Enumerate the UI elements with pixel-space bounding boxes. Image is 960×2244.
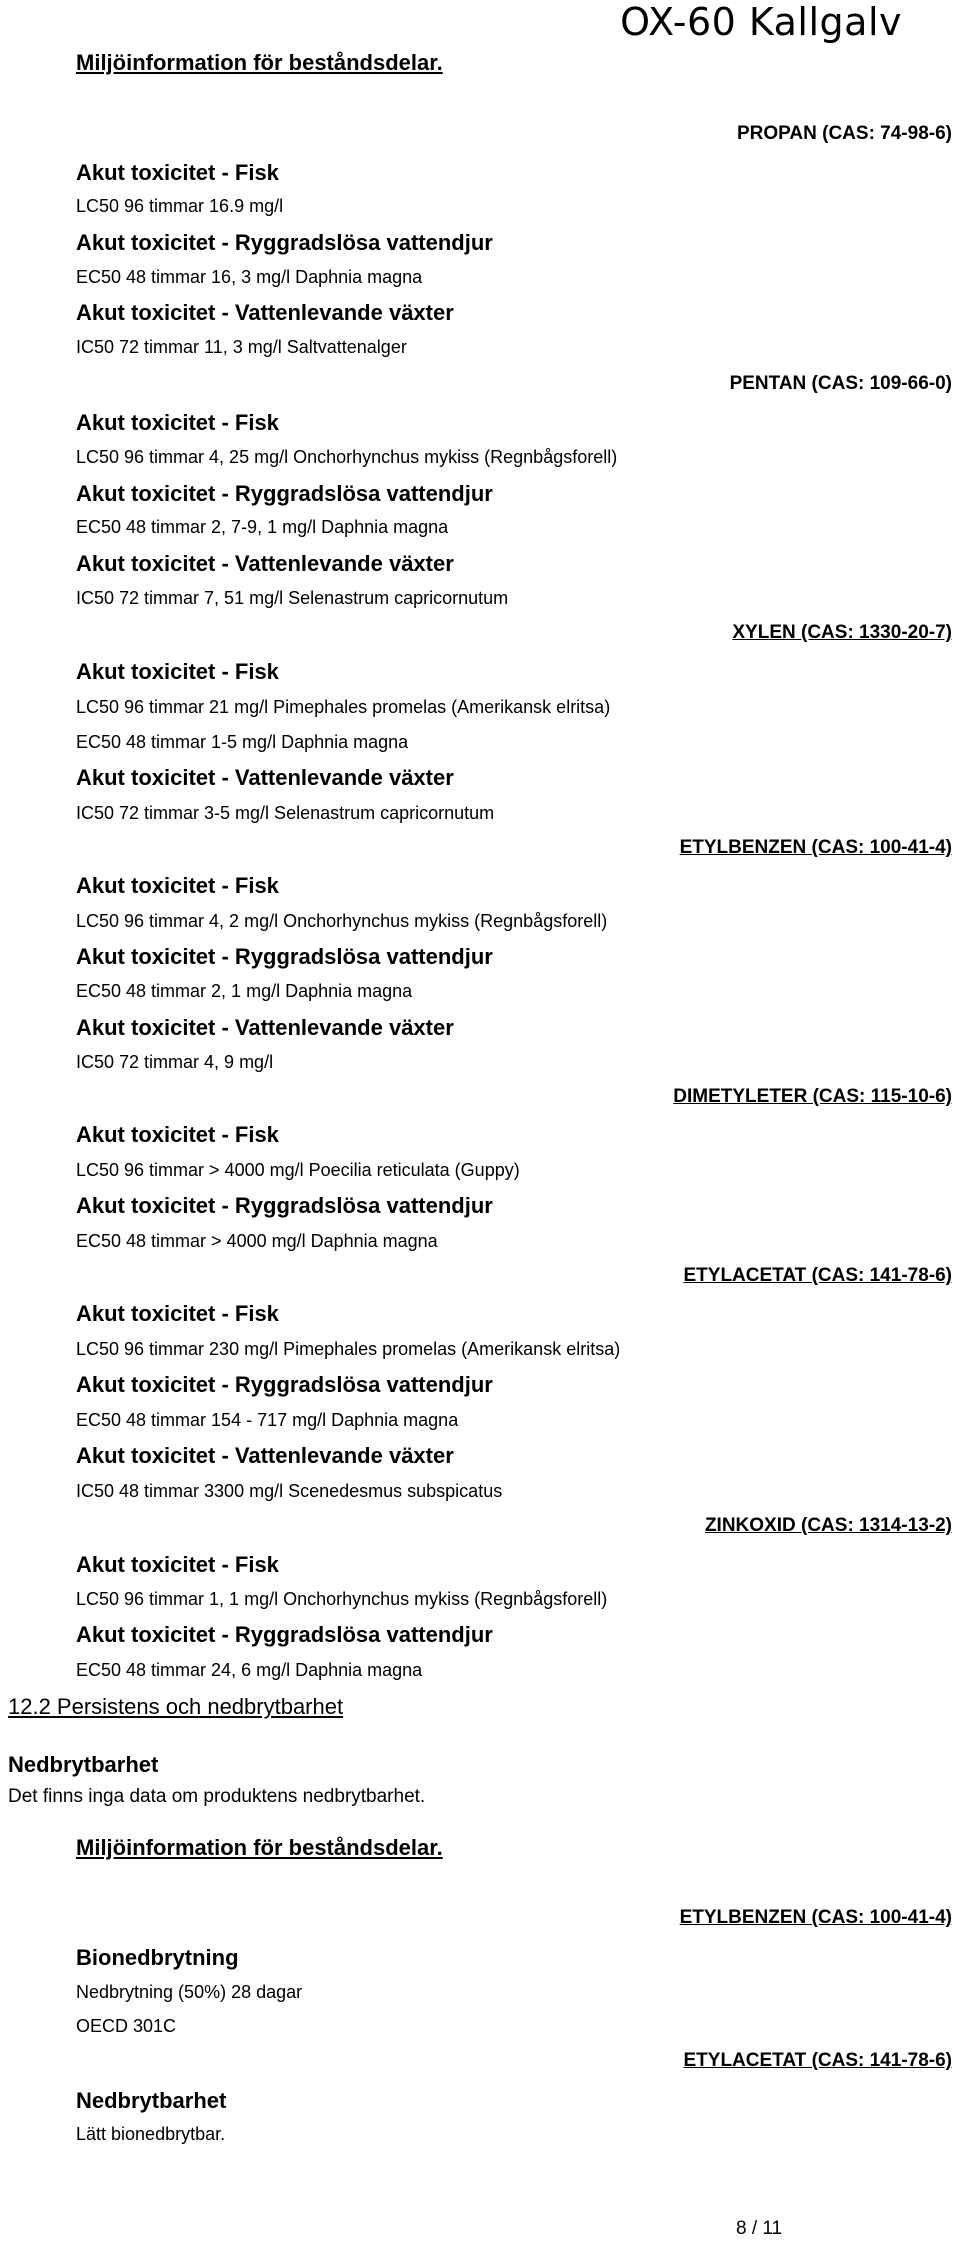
etylacetat-plants-heading: Akut toxicitet - Vattenlevande växter bbox=[76, 1443, 454, 1468]
etylbenzen-invertebrates-heading: Akut toxicitet - Ryggradslösa vattendjur bbox=[76, 944, 493, 969]
degradability-text: Det finns inga data om produktens nedbrytbarhet. bbox=[8, 1786, 426, 1807]
propan-plants-heading: Akut toxicitet - Vattenlevande växter bbox=[76, 300, 454, 325]
document-title: OX-60 Kallgalv bbox=[620, 0, 902, 44]
substance-etylbenzen-heading: ETYLBENZEN (CAS: 100-41-4) bbox=[679, 837, 952, 858]
propan-plants-value: IC50 72 timmar 11, 3 mg/l Saltvattenalger bbox=[76, 337, 407, 357]
substance-xylen-heading: XYLEN (CAS: 1330-20-7) bbox=[732, 622, 952, 643]
dimetyleter-invertebrates-heading: Akut toxicitet - Ryggradslösa vattendjur bbox=[76, 1193, 493, 1218]
pentan-invertebrates-heading: Akut toxicitet - Ryggradslösa vattendjur bbox=[76, 481, 493, 506]
xylen-fish-heading: Akut toxicitet - Fisk bbox=[76, 659, 279, 684]
degradability-heading: Nedbrytbarhet bbox=[8, 1752, 159, 1777]
substance-etylacetat-heading: ETYLACETAT (CAS: 141-78-6) bbox=[683, 1265, 952, 1286]
etylacetat-fish-value: LC50 96 timmar 230 mg/l Pimephales promelas (Amerikansk elritsa) bbox=[76, 1339, 621, 1359]
dimetyleter-fish-heading: Akut toxicitet - Fisk bbox=[76, 1122, 279, 1147]
zinkoxid-invertebrates-heading: Akut toxicitet - Ryggradslösa vattendjur bbox=[76, 1622, 493, 1647]
substance-etylbenzen-2-heading: ETYLBENZEN (CAS: 100-41-4) bbox=[679, 1907, 952, 1928]
etylacetat-invertebrates-heading: Akut toxicitet - Ryggradslösa vattendjur bbox=[76, 1372, 493, 1397]
substance-dimetyleter-heading: DIMETYLETER (CAS: 115-10-6) bbox=[673, 1086, 952, 1107]
etylacetat-degradability-heading: Nedbrytbarhet bbox=[76, 2088, 227, 2113]
zinkoxid-fish-value: LC50 96 timmar 1, 1 mg/l Onchorhynchus mykiss (Regnbågsforell) bbox=[76, 1589, 608, 1609]
xylen-plants-value: IC50 72 timmar 3-5 mg/l Selenastrum capricornutum bbox=[76, 803, 495, 823]
substance-etylacetat-2-heading: ETYLACETAT (CAS: 141-78-6) bbox=[683, 2050, 952, 2071]
section-link-environment-info[interactable]: Miljöinformation för beståndsdelar. bbox=[76, 50, 443, 75]
pentan-plants-heading: Akut toxicitet - Vattenlevande växter bbox=[76, 551, 454, 576]
etylacetat-degradability-value: Lätt bionedbrytbar. bbox=[76, 2124, 226, 2144]
dimetyleter-fish-value: LC50 96 timmar > 4000 mg/l Poecilia reticulata (Guppy) bbox=[76, 1160, 520, 1180]
etylacetat-fish-heading: Akut toxicitet - Fisk bbox=[76, 1301, 279, 1326]
pentan-fish-value: LC50 96 timmar 4, 25 mg/l Onchorhynchus mykiss (Regnbågsforell) bbox=[76, 447, 618, 467]
etylacetat-invertebrates-value: EC50 48 timmar 154 - 717 mg/l Daphnia magna bbox=[76, 1410, 459, 1430]
xylen-fish-value: LC50 96 timmar 21 mg/l Pimephales promelas (Amerikansk elritsa) bbox=[76, 697, 611, 717]
propan-fish-value: LC50 96 timmar 16.9 mg/l bbox=[76, 196, 284, 216]
zinkoxid-fish-heading: Akut toxicitet - Fisk bbox=[76, 1552, 279, 1577]
dimetyleter-invertebrates-value: EC50 48 timmar > 4000 mg/l Daphnia magna bbox=[76, 1231, 438, 1251]
etylacetat-plants-value: IC50 48 timmar 3300 mg/l Scenedesmus subspicatus bbox=[76, 1481, 503, 1501]
propan-fish-heading: Akut toxicitet - Fisk bbox=[76, 160, 279, 185]
propan-invertebrates-value: EC50 48 timmar 16, 3 mg/l Daphnia magna bbox=[76, 267, 423, 287]
biodegradation-value: Nedbrytning (50%) 28 dagar bbox=[76, 1982, 303, 2002]
propan-invertebrates-heading: Akut toxicitet - Ryggradslösa vattendjur bbox=[76, 230, 493, 255]
biodegradation-heading: Bionedbrytning bbox=[76, 1945, 239, 1970]
etylbenzen-fish-value: LC50 96 timmar 4, 2 mg/l Onchorhynchus mykiss (Regnbågsforell) bbox=[76, 911, 608, 931]
biodegradation-method: OECD 301C bbox=[76, 2016, 177, 2036]
zinkoxid-invertebrates-value: EC50 48 timmar 24, 6 mg/l Daphnia magna bbox=[76, 1660, 423, 1680]
section-12-2-heading: 12.2 Persistens och nedbrytbarhet bbox=[8, 1694, 344, 1719]
substance-pentan-heading: PENTAN (CAS: 109-66-0) bbox=[729, 373, 952, 394]
substance-zinkoxid-heading: ZINKOXID (CAS: 1314-13-2) bbox=[704, 1515, 952, 1536]
etylbenzen-plants-value: IC50 72 timmar 4, 9 mg/l bbox=[76, 1052, 274, 1072]
etylbenzen-fish-heading: Akut toxicitet - Fisk bbox=[76, 873, 279, 898]
page-number: 8 / 11 bbox=[736, 2218, 783, 2239]
substance-propan-heading: PROPAN (CAS: 74-98-6) bbox=[736, 123, 952, 144]
pentan-plants-value: IC50 72 timmar 7, 51 mg/l Selenastrum capricornutum bbox=[76, 588, 509, 608]
pentan-fish-heading: Akut toxicitet - Fisk bbox=[76, 410, 279, 435]
xylen-plants-heading: Akut toxicitet - Vattenlevande växter bbox=[76, 765, 454, 790]
section-link-environment-info-2[interactable]: Miljöinformation för beståndsdelar. bbox=[76, 1835, 443, 1860]
etylbenzen-invertebrates-value: EC50 48 timmar 2, 1 mg/l Daphnia magna bbox=[76, 981, 413, 1001]
pentan-invertebrates-value: EC50 48 timmar 2, 7-9, 1 mg/l Daphnia magna bbox=[76, 517, 449, 537]
xylen-invertebrates-value: EC50 48 timmar 1-5 mg/l Daphnia magna bbox=[76, 732, 409, 752]
etylbenzen-plants-heading: Akut toxicitet - Vattenlevande växter bbox=[76, 1015, 454, 1040]
